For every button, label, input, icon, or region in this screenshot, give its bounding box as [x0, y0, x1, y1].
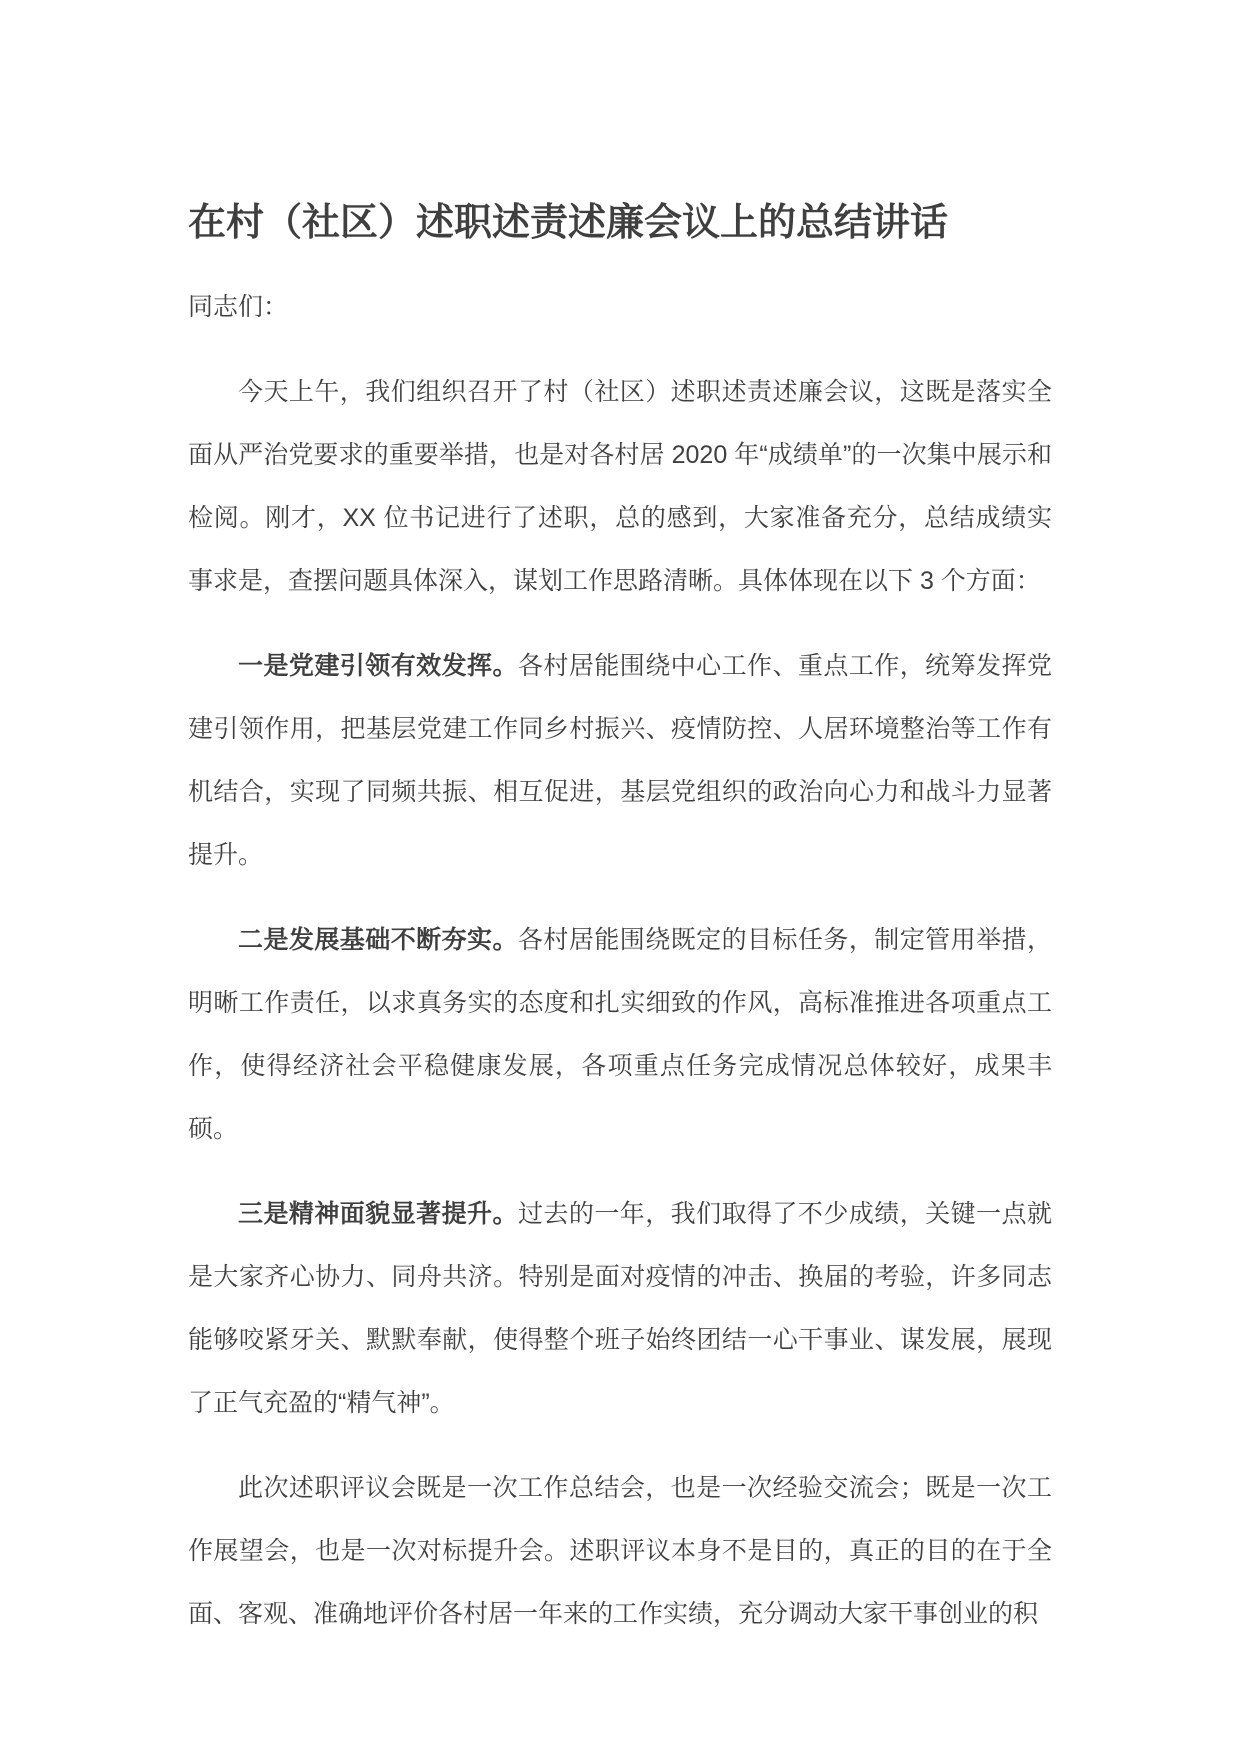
paragraph-text: 今天上午，我们组织召开了村（社区）述职述责述廉会议，这既是落实全面从严治党要求的重要举措，也是对各村居 2020 年“成绩单”的一次集中展示和检阅。刚才，XX 位书记进行了述职，总的感到，大家准备充分，总结成绩实事求是，查摆问题具体深入，谋划工作思路清晰。具体体现在以下 3 个方面：: [188, 378, 1052, 595]
paragraph-lead: 一是党建引领有效发挥。: [238, 652, 518, 680]
paragraph-text: 各村居能围绕中心工作、重点工作，统筹发挥党建引领作用，把基层党建工作同乡村振兴、疫情防控、人居环境整治等工作有机结合，实现了同频共振、相互促进，基层党组织的政治向心力和战斗力显著提升。: [188, 652, 1052, 869]
paragraph-lead: 二是发展基础不断夯实。: [238, 926, 518, 954]
paragraph: [188, 361, 1052, 613]
paragraph: [188, 1457, 1052, 1646]
paragraph-text: 各村居能围绕既定的目标任务，制定管用举措，明晰工作责任，以求真务实的态度和扎实细致的作风，高标准推进各项重点工作，使得经济社会平稳健康发展，各项重点任务完成情况总体较好，成果丰硕。: [188, 926, 1052, 1143]
paragraph: [188, 635, 1052, 887]
paragraph-text: 此次述职评议会既是一次工作总结会，也是一次经验交流会；既是一次工作展望会，也是一次对标提升会。述职评议本身不是目的，真正的目的在于全面、客观、准确地评价各村居一年来的工作实绩，充分调动大家干事创业的积: [188, 1474, 1052, 1628]
document-title: 在村（社区）述职述责述廉会议上的总结讲话: [188, 202, 949, 244]
paragraph-text: 过去的一年，我们取得了不少成绩，关键一点就是大家齐心协力、同舟共济。特别是面对疫情的冲击、换届的考验，许多同志能够咬紧牙关、默默奉献，使得整个班子始终团结一心干事业、谋发展，展现了正气充盈的“精气神”。: [188, 1200, 1052, 1417]
salutation: 同志们：: [188, 293, 289, 321]
paragraph: [188, 1183, 1052, 1435]
paragraph-lead: 三是精神面貌显著提升。: [238, 1200, 518, 1228]
paragraph: [188, 909, 1052, 1161]
